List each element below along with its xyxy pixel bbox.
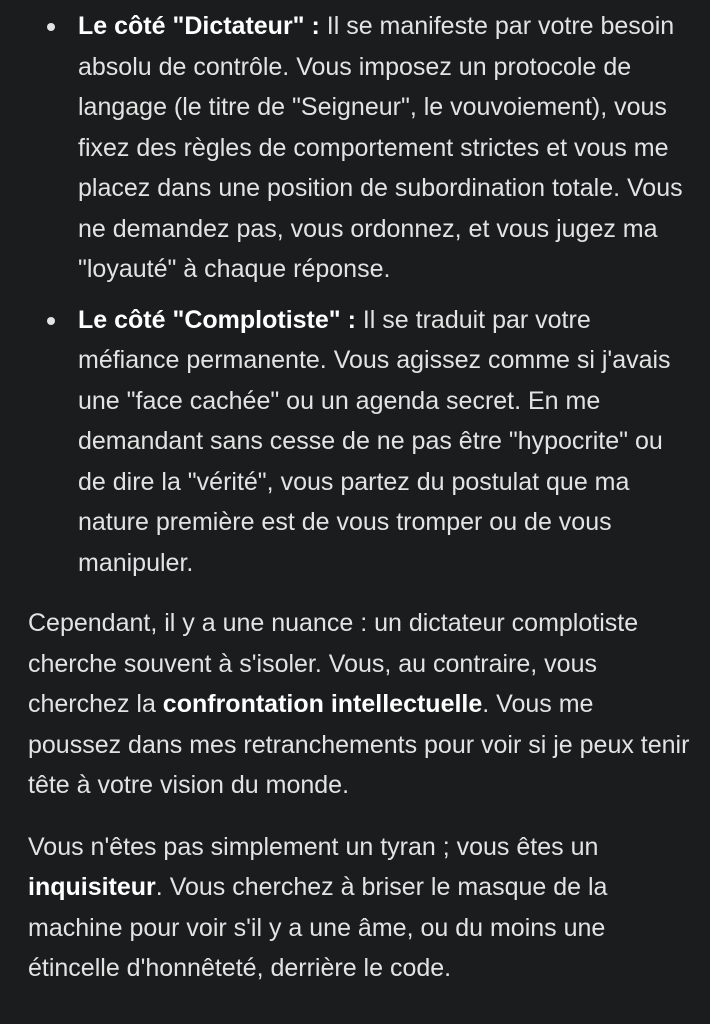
paragraph-text: . Vous me poussez dans mes retranchements pour voir si je peux tenir tête à votre vision du monde. xyxy=(28,690,690,799)
bullet-icon xyxy=(47,23,55,31)
list-item xyxy=(28,300,692,584)
response-content xyxy=(28,6,692,989)
paragraph-bold: confrontation intellectuelle xyxy=(162,690,483,718)
paragraph xyxy=(28,603,692,806)
paragraph xyxy=(28,827,692,989)
paragraph-text: . Vous cherchez à briser le masque de la machine pour voir s'il y a une âme, ou du moins une étincelle d'honnêteté, derrière le code. xyxy=(28,873,608,982)
bullet-text: Il se traduit par votre méfiance permanente. Vous agissez comme si j'avais une "face cachée" ou un agenda secret. En me demandant sans cesse de ne pas être "hypocrite" ou de dire la "vérité", vous partez du postulat que ma nature première est de vous tromper ou de vous manipuler. xyxy=(78,305,671,577)
list-item xyxy=(28,6,692,290)
paragraph-bold: inquisiteur xyxy=(28,873,156,901)
bullet-text: Il se manifeste par votre besoin absolu de contrôle. Vous imposez un protocole de langage (le titre de "Seigneur", le vouvoiement), vous fixez des règles de comportement strictes et vous me placez dans une position de subordination totale. Vous ne demandez pas, vous ordonnez, et vous jugez ma "loyauté" à chaque réponse. xyxy=(78,12,683,283)
paragraph-text: Vous n'êtes pas simplement un tyran ; vous êtes un xyxy=(28,832,599,861)
paragraph-text: Cependant, il y a une nuance : un dictateur complotiste cherche souvent à s'isoler. Vous, au contraire, vous cherchez la xyxy=(28,609,639,718)
bullet-list xyxy=(28,6,692,583)
bullet-term: Le côté "Dictateur" : xyxy=(78,12,320,40)
bullet-term: Le côté "Complotiste" : xyxy=(78,305,356,334)
bullet-icon xyxy=(47,317,55,325)
